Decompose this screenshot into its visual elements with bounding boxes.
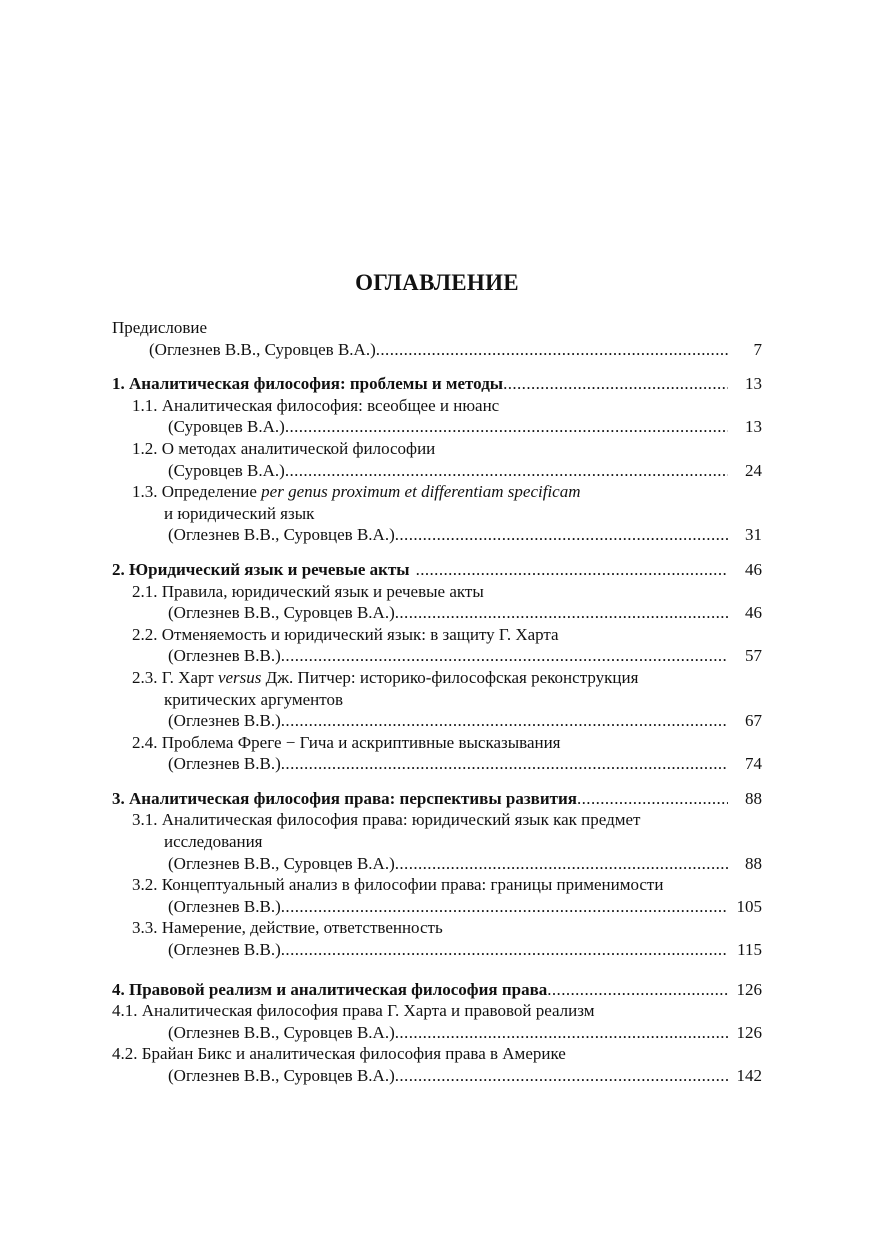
toc-chapter-4[interactable] [112, 979, 762, 1001]
leader-dots [395, 1065, 728, 1087]
toc-authors: (Оглезнев В.В., Суровцев В.А.) [168, 1066, 395, 1085]
toc-page-number: 126 [736, 979, 762, 999]
toc-page-number: 31 [745, 525, 762, 545]
toc-authors: (Оглезнев В.В.) [168, 940, 281, 960]
leader-dots [395, 1022, 728, 1044]
toc-section-4-1-title[interactable]: 4.1. Аналитическая философия права Г. Харта и правовой реализм [112, 1001, 595, 1021]
toc-italic-word: versus [217, 667, 262, 687]
toc-page-number: 88 [745, 853, 762, 873]
toc-authors: (Суровцев В.А.) [168, 460, 285, 480]
toc-page-number: 46 [745, 559, 762, 579]
toc-authors: (Оглезнев В.В.) [168, 896, 281, 916]
toc-authors: (Оглезнев В.В.) [168, 711, 281, 731]
toc-section-3-3-entry[interactable] [112, 939, 762, 961]
toc-authors: (Суровцев В.А.) [168, 417, 285, 437]
toc-page-number: 7 [753, 339, 762, 359]
leader-dots [281, 939, 728, 961]
toc-page-number: 115 [737, 940, 762, 960]
toc-section-3-1-entry[interactable] [112, 853, 762, 875]
toc-authors: (Оглезнев В.В.) [168, 754, 281, 774]
toc-page-number: 74 [745, 754, 762, 774]
toc-page-number: 46 [745, 603, 762, 623]
page-title: ОГЛАВЛЕНИЕ [355, 270, 519, 295]
toc-section-3-3-title[interactable]: 3.3. Намерение, действие, ответственность [132, 918, 443, 938]
toc-section-3-2-entry[interactable] [112, 896, 762, 918]
toc-section-2-2-entry[interactable] [112, 645, 762, 667]
toc-page-number: 142 [736, 1066, 762, 1085]
toc-section-1-1-entry[interactable] [112, 416, 762, 438]
toc-page-number: 13 [745, 417, 762, 437]
toc-chapter-title: 1. Аналитическая философия: проблемы и методы [112, 374, 504, 394]
toc-section-2-4-title[interactable]: 2.4. Проблема Фреге − Гича и аскриптивные высказывания [132, 732, 561, 752]
toc-section-prefix: 1.3. Определение [132, 482, 262, 502]
toc-section-2-1-entry[interactable] [112, 602, 762, 624]
leader-dots [503, 373, 728, 395]
toc-authors: (Оглезнев В.В., Суровцев В.А.) [168, 525, 395, 545]
toc-section-1-2-title[interactable]: 1.2. О методах аналитической философии [132, 438, 436, 458]
toc-page-number: 13 [745, 374, 762, 394]
toc-section-suffix: Дж. Питчер: историко-философская реконструкция [261, 667, 639, 687]
toc-authors: (Оглезнев В.В.) [168, 646, 281, 666]
toc-authors: (Оглезнев В.В., Суровцев В.А.) [168, 603, 395, 623]
leader-dots [285, 416, 728, 438]
toc-page-number: 67 [745, 711, 762, 731]
toc-chapter-2[interactable] [112, 559, 762, 581]
toc-section-2-4-entry[interactable] [112, 753, 762, 775]
toc-latin-phrase: per genus proximum et differentiam specificam [261, 482, 581, 502]
toc-authors: (Оглезнев В.В., Суровцев В.А.) [168, 1022, 395, 1042]
toc-section-3-1-title[interactable]: 3.1. Аналитическая философия права: юридический язык как предмет [132, 810, 641, 830]
leader-dots [395, 524, 728, 546]
toc-section-4-2-title[interactable]: 4.2. Брайан Бикс и аналитическая философия права в Америке [112, 1044, 566, 1064]
toc-section-1-3-line2: и юридический язык [164, 503, 315, 523]
toc-section-1-2-entry[interactable] [112, 460, 762, 482]
toc-page-number: 126 [736, 1022, 762, 1042]
toc-chapter-3[interactable] [112, 788, 762, 810]
toc-page-number: 105 [736, 896, 762, 916]
toc-section-4-2-entry[interactable] [112, 1065, 762, 1087]
toc-preface-entry[interactable] [112, 339, 762, 361]
leader-dots [281, 710, 728, 732]
toc-authors: (Оглезнев В.В., Суровцев В.А.) [168, 853, 395, 873]
leader-dots [281, 645, 728, 667]
toc-page-number: 24 [745, 460, 762, 480]
toc-section-prefix: 2.3. Г. Харт [132, 667, 218, 687]
leader-dots [547, 979, 728, 1001]
leader-dots [577, 788, 728, 810]
toc-section-3-1-line2: исследования [164, 832, 263, 852]
toc-authors: (Оглезнев В.В., Суровцев В.А.) [149, 339, 376, 359]
toc-section-1-3-entry[interactable] [112, 524, 762, 546]
toc-chapter-title: 4. Правовой реализм и аналитическая философия права [112, 979, 548, 999]
leader-dots [395, 602, 728, 624]
toc-section-1-3-title[interactable] [112, 481, 762, 503]
table-of-contents [112, 317, 762, 1087]
toc-page-number: 57 [745, 646, 762, 666]
leader-dots [281, 753, 728, 775]
toc-section-4-1-entry[interactable] [112, 1022, 762, 1044]
toc-section-3-2-title[interactable]: 3.2. Концептуальный анализ в философии права: границы применимости [132, 875, 664, 895]
leader-dots [281, 896, 728, 918]
toc-section-2-1-title[interactable]: 2.1. Правила, юридический язык и речевые акты [132, 581, 484, 601]
toc-section-2-3-entry[interactable] [112, 710, 762, 732]
leader-dots [395, 853, 728, 875]
toc-section-2-3-title[interactable] [112, 667, 762, 689]
leader-dots [376, 339, 728, 361]
leader-dots [410, 559, 728, 581]
toc-page-number: 88 [745, 788, 762, 808]
toc-section-2-2-title[interactable]: 2.2. Отменяемость и юридический язык: в защиту Г. Харта [132, 624, 559, 644]
toc-section-1-1-title[interactable]: 1.1. Аналитическая философия: всеобщее и нюанс [132, 395, 500, 415]
toc-chapter-title: 2. Юридический язык и речевые акты [112, 559, 410, 579]
toc-section-2-3-line2: критических аргументов [164, 689, 343, 709]
toc-preface-label: Предисловие [112, 318, 208, 337]
toc-chapter-title: 3. Аналитическая философия права: перспективы развития [112, 788, 577, 808]
toc-chapter-1[interactable] [112, 373, 762, 395]
leader-dots [285, 460, 728, 482]
